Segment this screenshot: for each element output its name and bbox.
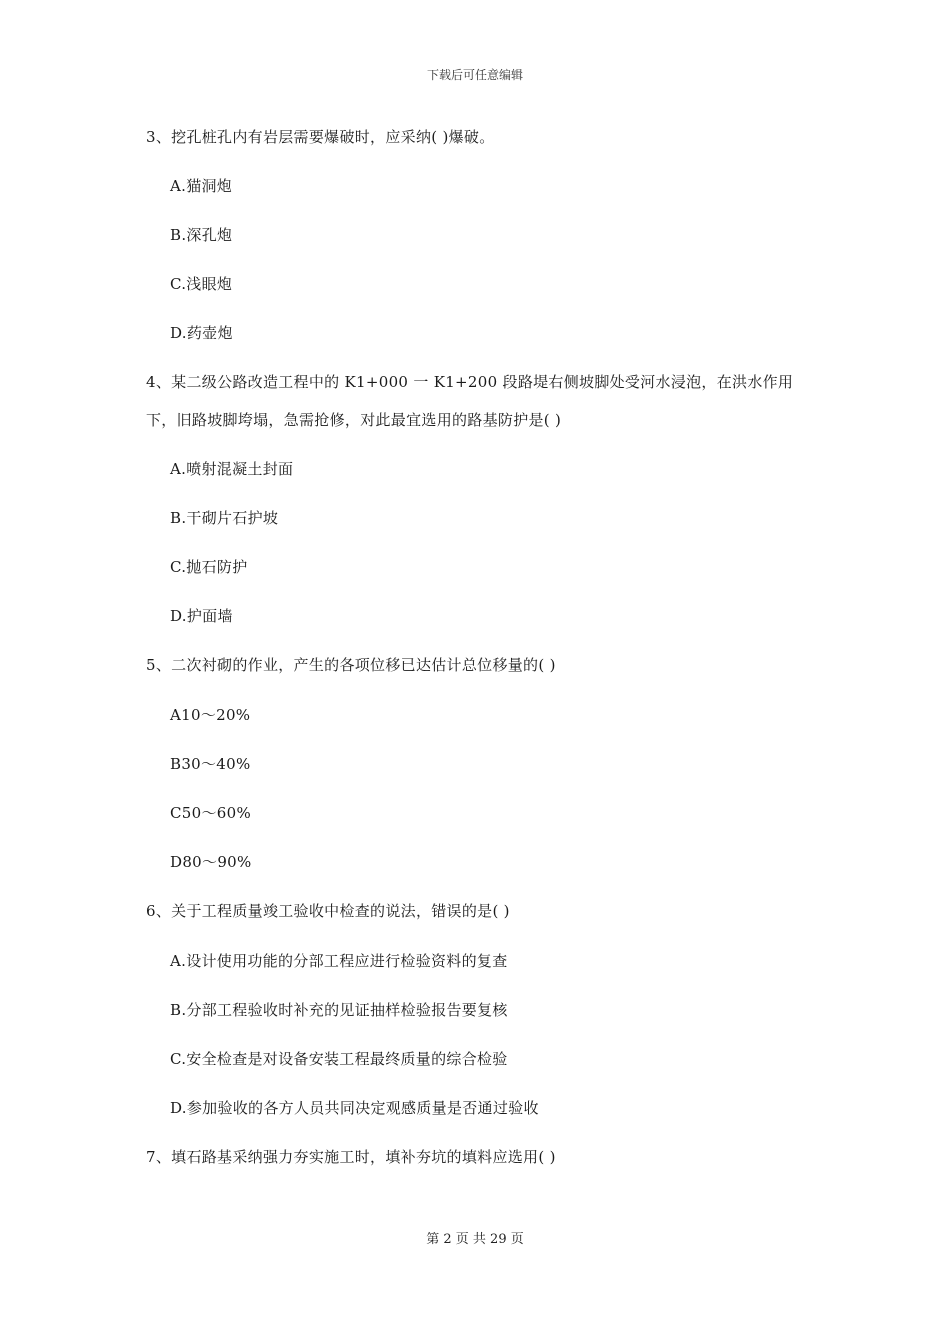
question-6-option-c: C.安全检查是对设备安装工程最终质量的综合检验 xyxy=(170,1050,508,1068)
page-footer: 第 2 页 共 29 页 xyxy=(426,1232,524,1247)
question-4-option-a: A.喷射混凝土封面 xyxy=(170,460,294,478)
page-header: 下载后可任意编辑 xyxy=(426,68,523,82)
question-5-option-c: C50～60% xyxy=(170,804,252,822)
question-4-stem-line-2: 下，旧路坡脚垮塌，急需抢修，对此最宜选用的路基防护是( ) xyxy=(146,411,562,429)
question-3-stem: 3、挖孔桩孔内有岩层需要爆破时，应采纳( )爆破。 xyxy=(146,128,495,146)
question-6-option-b: B.分部工程验收时补充的见证抽样检验报告要复核 xyxy=(170,1001,508,1019)
question-6-stem: 6、关于工程质量竣工验收中检查的说法，错误的是( ) xyxy=(146,902,510,920)
question-6-option-a: A.设计使用功能的分部工程应进行检验资料的复查 xyxy=(170,952,508,970)
question-4-option-c: C.抛石防护 xyxy=(170,558,248,576)
question-3-option-d: D.药壶炮 xyxy=(170,324,233,342)
question-5-option-d: D80～90% xyxy=(170,853,252,871)
question-3-option-c: C.浅眼炮 xyxy=(170,275,233,293)
question-3-option-b: B.深孔炮 xyxy=(170,226,233,244)
question-4-option-d: D.护面墙 xyxy=(170,607,233,625)
question-7-stem: 7、填石路基采纳强力夯实施工时，填补夯坑的填料应选用( ) xyxy=(146,1148,556,1166)
question-3-option-a: A.猫洞炮 xyxy=(170,177,233,195)
question-4-option-b: B.干砌片石护坡 xyxy=(170,509,279,527)
question-5-option-a: A10～20% xyxy=(170,706,251,724)
question-5-option-b: B30～40% xyxy=(170,755,251,773)
question-4-stem-line-1: 4、某二级公路改造工程中的 K1+000 一 K1+200 段路堤右侧坡脚处受河水浸泡，在洪水作用 xyxy=(146,373,794,391)
question-5-stem: 5、二次衬砌的作业，产生的各项位移已达估计总位移量的( ) xyxy=(146,656,556,674)
question-6-option-d: D.参加验收的各方人员共同决定观感质量是否通过验收 xyxy=(170,1099,539,1117)
